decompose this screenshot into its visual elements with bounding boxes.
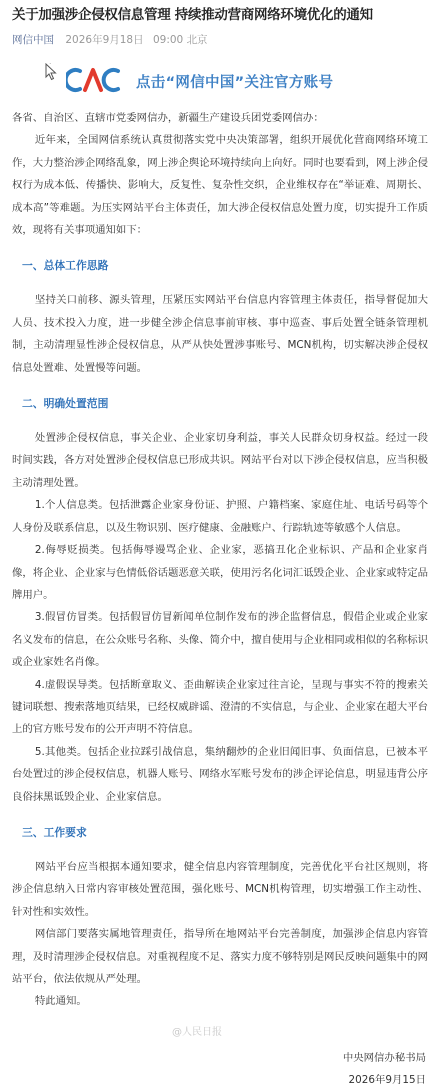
cac-logo-icon bbox=[66, 64, 122, 96]
signature-block bbox=[12, 1047, 428, 1091]
section-2-intro: 处置涉企侵权信息，事关企业、企业家切身利益，事关人民群众切身权益。经过一段时间实践，各方对处置涉企侵权信息已形成共识。网站平台对以下涉企侵权信息，应当积极主动清理处置。 bbox=[12, 432, 428, 489]
requirement-paragraph-1: 网站平台应当根据本通知要求，健全信息内容管理制度，完善优化平台社区规则，将涉企信息纳入日常内容审核处置范围，强化账号、MCN机构管理，切实增强工作主动性、针对性和实效性。 bbox=[12, 860, 428, 918]
follow-banner[interactable] bbox=[12, 57, 428, 105]
sign-date: 2026年9月15日 bbox=[348, 1073, 426, 1086]
source-account-link[interactable]: 网信中国 bbox=[12, 34, 54, 46]
closing-line: 特此通知。 bbox=[34, 995, 87, 1008]
publish-location: 北京 bbox=[186, 34, 208, 46]
publish-time: 09:00 bbox=[152, 34, 184, 46]
section-heading-3: 三、工作要求 bbox=[22, 825, 87, 839]
scope-item-1: 1.个人信息类。包括泄露企业家身份证、护照、户籍档案、家庭住址、电话号码等个人身份及联系信息，以及生物识别、医疗健康、金融账户、行踪轨迹等敏感个人信息。 bbox=[12, 499, 428, 534]
watermark-text: @人民日报 bbox=[172, 1027, 222, 1038]
article-body bbox=[12, 107, 428, 1091]
scope-item-5: 5.其他类。包括企业拉踩引战信息，集纳翻炒的企业旧闻旧事、负面信息，已被本平台处置过的涉企侵权信息，机器人账号、网络水军账号发布的涉企评论信息，明显违背公序良俗抹黑诋毁企业、企业家信息。 bbox=[12, 745, 428, 803]
salutation: 各省、自治区、直辖市党委网信办，新疆生产建设兵团党委网信办： bbox=[12, 112, 324, 124]
follow-account-text[interactable]: 点击“网信中国”关注官方账号 bbox=[136, 75, 334, 91]
section-heading-1: 一、总体工作思路 bbox=[22, 259, 109, 273]
scope-item-3: 3.假冒仿冒类。包括假冒仿冒新闻单位制作发布的涉企监督信息，假借企业或企业家名义发布的信息，在公众账号名称、头像、简介中，擅自使用与企业相同或相似的名称标识或企业家姓名肖像。 bbox=[12, 611, 428, 669]
signer-name: 中央网信办秘书局 bbox=[342, 1051, 426, 1064]
section-1-paragraph: 坚持关口前移、源头管理，压紧压实网站平台信息内容管理主体责任，指导督促加大人员、技术投入力度，进一步健全涉企信息事前审核、事中巡查、事后处置全链条管理机制，主动清理显性涉企侵权信息，从严从快处置涉事账号、MCN机构，切实解决涉企侵权信息处置难、处置慢等问题。 bbox=[12, 294, 428, 374]
requirement-paragraph-2: 网信部门要落实属地管理责任，指导所在地网站平台完善制度，加强涉企信息内容管理，及时清理涉企侵权信息。对重视程度不足、落实力度不够特别是网民反映问题集中的网站平台，依法依规从严处理。 bbox=[12, 928, 428, 985]
scope-item-2: 2.侮辱贬损类。包括侮辱谩骂企业、企业家，恶搞丑化企业标识、产品和企业家肖像，将企业、企业家与色情低俗话题恶意关联，使用污名化词汇诋毁企业、企业家或特定品牌用户。 bbox=[12, 544, 428, 601]
cursor-pointer-icon bbox=[44, 63, 58, 81]
publish-date: 2026年9月18日 bbox=[65, 34, 144, 46]
intro-paragraph: 近年来，全国网信系统认真贯彻落实党中央决策部署，组织开展优化营商网络环境工作，大力整治涉企网络乱象，网上涉企舆论环境持续向上向好。同时也要看到，网上涉企侵权行为成本低、传播快、影响大，反复性、复杂性交织，企业维权存在“举证难、周期长、成本高”等难题。为压实网站平台主体责任，加大涉企侵权信息处置力度，切实提升工作质效，现将有关事项通知如下： bbox=[12, 134, 428, 237]
section-heading-2: 二、明确处置范围 bbox=[22, 397, 109, 411]
article-title: 关于加强涉企侵权信息管理 持续推动营商网络环境优化的通知 bbox=[12, 7, 373, 23]
scope-item-4: 4.虚假误导类。包括断章取义、歪曲解读企业家过往言论，呈现与事实不符的搜索关键词联想、搜索落地页结果，已经权威辟谣、澄清的不实信息，与企业、企业家在超大平台上的官方账号发布的公开声明不符信息。 bbox=[12, 678, 428, 736]
svg-text:CAC: CAC bbox=[66, 64, 69, 65]
article-meta bbox=[12, 33, 428, 47]
